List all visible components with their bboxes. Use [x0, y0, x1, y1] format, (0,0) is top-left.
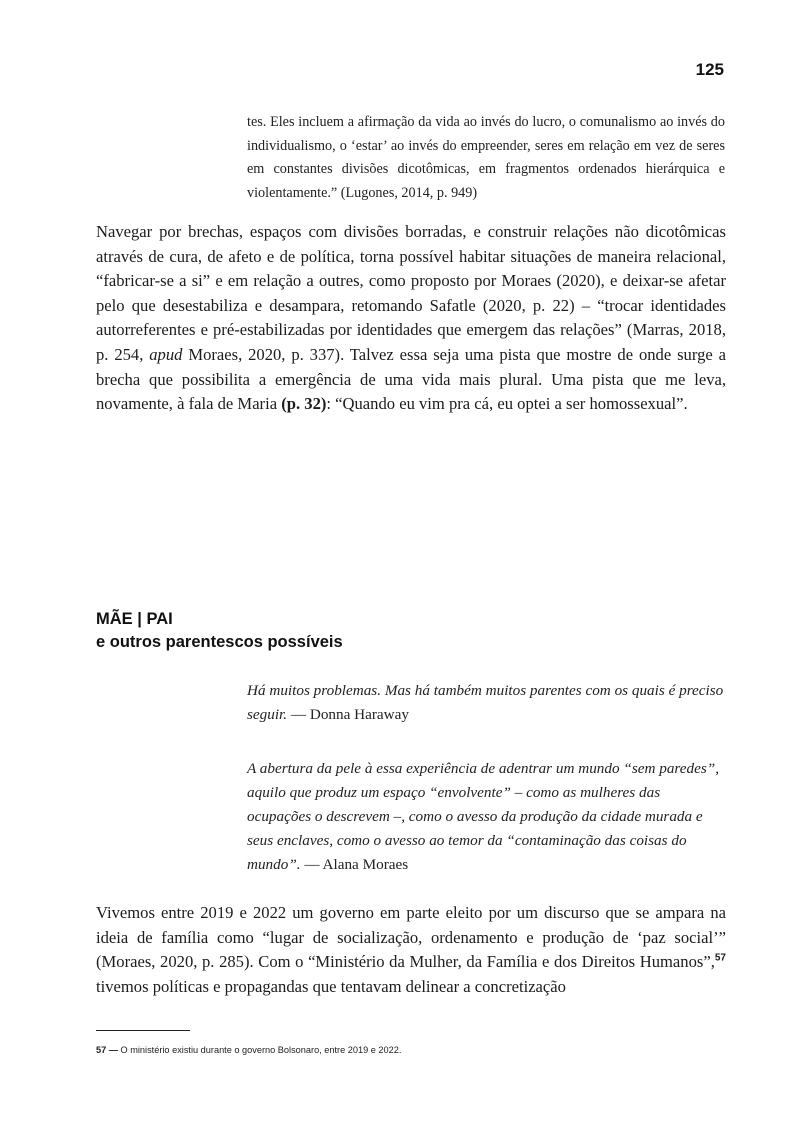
footnote-marker: 57 — — [96, 1045, 118, 1055]
footnote — [96, 1045, 401, 1055]
epigraph-moraes-quote: A abertura da pele à essa experiência de adentrar um mundo “sem paredes”, aquilo que produz um espaço “envolvente” – como as mulheres das ocupações o descrevem –, como o avesso da produção da cidade murada e seus enclaves, como o avesso ao temor da “contaminação das coisas do mundo”. — [247, 760, 720, 873]
footnote-text: O ministério existiu durante o governo Bolsonaro, entre 2019 e 2022. — [117, 1045, 402, 1055]
section-heading-line-2: e outros parentescos possíveis — [96, 633, 343, 651]
para1-text-a: Navegar por brechas, espaços com divisões borradas, e construir relações não dicotômicas através de cura, de afeto e de política, torna possível habitar situações de maneira relacional, “fabricar-se a si” e em relação a outres, como proposto por Moraes (2020), e deixar-se afetar pelo que desestabiliza e desampara, retomando Safatle (2020, p. 22) – “trocar identidades autorreferentes e pré-estabilizadas por identidades que emergem das relações” (Marras, 2018, p. 254, — [96, 222, 726, 364]
section-heading — [96, 608, 343, 654]
page-reference: (p. 32) — [281, 394, 327, 414]
epigraph-haraway — [247, 679, 725, 727]
section-heading-line-1: MÃE | PAI — [96, 610, 173, 628]
footnote-divider — [96, 1030, 190, 1031]
epigraph-haraway-attribution: — Donna Haraway — [287, 706, 409, 723]
para1-text-c: : “Quando eu vim pra cá, eu optei a ser homossexual”. — [326, 394, 688, 414]
para2-text-a: Vivemos entre 2019 e 2022 um governo em parte eleito por um discurso que se ampara na ideia de família como “lugar de socialização, ordenamento e produção de ‘paz social’” (Moraes, 2020, p. 285). Com o “Ministério da Mulher, da Família e dos Direitos Humanos”, — [96, 903, 726, 972]
body-paragraph-2 — [96, 901, 726, 999]
epigraph-haraway-quote: Há muitos problemas. Mas há também muitos parentes com os quais é preciso seguir. — [247, 682, 724, 723]
body-paragraph-1 — [96, 220, 726, 417]
apud-italic: apud — [149, 344, 183, 364]
page-number: 125 — [695, 60, 724, 79]
epigraph-moraes-attribution: — Alana Moraes — [300, 856, 409, 873]
block-quote-lugones: tes. Eles incluem a afirmação da vida ao invés do lucro, o comunalismo ao invés do individualismo, o ‘estar’ ao invés do empreender, seres em relação em vez de seres em constantes divisões dicotômicas, em fragmentos ordenados hierárquica e violentamente.” (Lugones, 2014, p. 949) — [247, 114, 725, 201]
para2-text-b: tivemos políticas e propagandas que tentavam delinear a concretização — [96, 976, 566, 996]
epigraph-moraes — [247, 757, 725, 877]
para1-text-b: Moraes, 2020, p. 337). Talvez essa seja uma pista que mostre de onde surge a brecha que possibilita a emergência de uma vida mais plural. Uma pista que me leva, novamente, à fala de Maria — [96, 344, 726, 414]
footnote-reference: 57 — [714, 952, 726, 964]
